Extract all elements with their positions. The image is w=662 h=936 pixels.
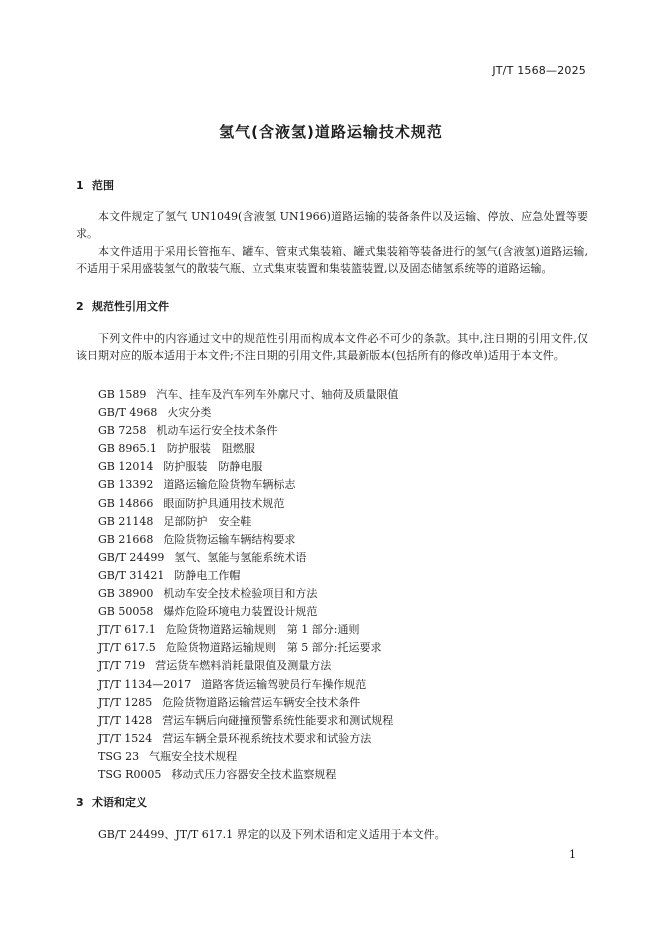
document-title: 氢气(含液氢)道路运输技术规范 <box>219 123 443 141</box>
reference-item <box>98 567 398 585</box>
reference-code: GB/T 31421 <box>98 568 165 582</box>
reference-item <box>98 513 398 531</box>
reference-code: JT/T 617.5 <box>98 641 156 655</box>
terms-intro-paragraph: GB/T 24499、JT/T 617.1 界定的以及下列术语和定义适用于本文件。 <box>98 828 446 841</box>
reference-title: 眼面防护具通用技术规范 <box>163 496 285 510</box>
reference-title: 道路客货运输驾驶员行车操作规范 <box>201 677 367 691</box>
reference-item <box>98 422 398 440</box>
reference-title: 危险货物运输车辆结构要求 <box>163 532 296 546</box>
section-title: 规范性引用文件 <box>92 300 169 313</box>
reference-item <box>98 766 398 784</box>
reference-title: 危险货物道路运输规则 第 5 部分:托运要求 <box>165 641 382 655</box>
reference-item <box>98 676 398 694</box>
section-title: 范围 <box>92 179 114 192</box>
reference-title: 足部防护 安全鞋 <box>163 514 252 528</box>
reference-title: 危险货物道路运输营运车辆安全技术条件 <box>162 695 361 709</box>
section-number: 2 <box>76 300 84 313</box>
reference-item <box>98 549 398 567</box>
reference-item <box>98 440 398 458</box>
reference-title: 机动车安全技术检验项目和方法 <box>163 587 318 601</box>
section-heading-terms-definitions <box>76 794 147 810</box>
reference-title: 汽车、挂车及汽车列车外廓尺寸、轴荷及质量限值 <box>156 388 399 401</box>
reference-item <box>98 495 398 513</box>
reference-title: 火灾分类 <box>167 406 212 420</box>
reference-title: 氢气、氢能与氢能系统术语 <box>174 550 307 564</box>
reference-item <box>98 458 398 476</box>
reference-item <box>98 639 398 657</box>
reference-code: JT/T 1285 <box>98 695 153 709</box>
scope-paragraph-1: 本文件规定了氢气 UN1049(含液氢 UN1966)道路运输的装备条件以及运输、停放、应急处置等要求。 <box>76 210 588 240</box>
reference-code: GB 7258 <box>98 424 147 438</box>
reference-item <box>98 476 398 494</box>
reference-title: 移动式压力容器安全技术监察规程 <box>171 767 337 781</box>
reference-list <box>98 386 398 784</box>
reference-title: 气瓶安全技术规程 <box>149 749 238 763</box>
section-number: 3 <box>76 796 84 809</box>
reference-code: JT/T 1428 <box>98 713 153 727</box>
reference-title: 防护服装 阻燃服 <box>166 442 255 456</box>
page-number: 1 <box>569 848 576 861</box>
reference-item <box>98 531 398 549</box>
section-title: 术语和定义 <box>92 796 147 809</box>
reference-item <box>98 386 398 404</box>
reference-title: 道路运输危险货物车辆标志 <box>163 478 296 492</box>
reference-code: GB 14866 <box>98 496 154 510</box>
reference-item <box>98 748 398 766</box>
reference-code: GB 12014 <box>98 460 154 474</box>
reference-code: GB/T 24499 <box>98 550 165 564</box>
reference-code: GB 21148 <box>98 514 154 528</box>
reference-code: GB 8965.1 <box>98 442 157 456</box>
scope-paragraph-2: 本文件适用于采用长管拖车、罐车、管束式集装箱、罐式集装箱等装备进行的氢气(含液氢)道路运输,不适用于采用盛装氢气的散装气瓶、立式集束装置和集装篮装置,以及固态储氢系统等的道路运输。 <box>76 245 588 275</box>
reference-code: GB 1589 <box>98 388 147 401</box>
reference-item <box>98 712 398 730</box>
references-intro-paragraph: 下列文件中的内容通过文中的规范性引用而构成本文件必不可少的条款。其中,注日期的引用文件,仅该日期对应的版本适用于本文件;不注日期的引用文件,其最新版本(包括所有的修改单)适用于本文件。 <box>76 332 588 362</box>
section-number: 1 <box>76 179 84 192</box>
reference-code: GB 21668 <box>98 532 154 546</box>
reference-code: JT/T 719 <box>98 659 146 673</box>
reference-code: JT/T 1524 <box>98 731 153 745</box>
reference-title: 危险货物道路运输规则 第 1 部分:通则 <box>165 623 360 637</box>
reference-title: 营运车辆后向碰撞预警系统性能要求和测试规程 <box>162 713 394 727</box>
reference-item <box>98 603 398 621</box>
reference-title: 机动车运行安全技术条件 <box>156 424 278 438</box>
reference-item <box>98 694 398 712</box>
section-heading-normative-references <box>76 298 169 314</box>
reference-title: 爆炸危险环境电力装置设计规范 <box>163 605 318 619</box>
reference-code: JT/T 1134—2017 <box>98 677 192 691</box>
reference-code: TSG R0005 <box>98 767 162 781</box>
reference-item <box>98 404 398 422</box>
standard-code: JT/T 1568—2025 <box>492 64 586 77</box>
reference-item <box>98 585 398 603</box>
section-heading-scope <box>76 177 114 193</box>
reference-code: GB 13392 <box>98 478 154 492</box>
reference-item <box>98 657 398 675</box>
reference-title: 营运货车燃料消耗量限值及测量方法 <box>155 659 332 673</box>
reference-code: GB 50058 <box>98 605 154 619</box>
reference-title: 防护服装 防静电服 <box>163 460 263 474</box>
reference-code: TSG 23 <box>98 749 140 763</box>
reference-code: JT/T 617.1 <box>98 623 156 637</box>
reference-item <box>98 730 398 748</box>
reference-code: GB 38900 <box>98 587 154 601</box>
reference-item <box>98 621 398 639</box>
reference-title: 防静电工作帽 <box>174 568 241 582</box>
reference-code: GB/T 4968 <box>98 406 158 420</box>
reference-title: 营运车辆全景环视系统技术要求和试验方法 <box>162 731 372 745</box>
